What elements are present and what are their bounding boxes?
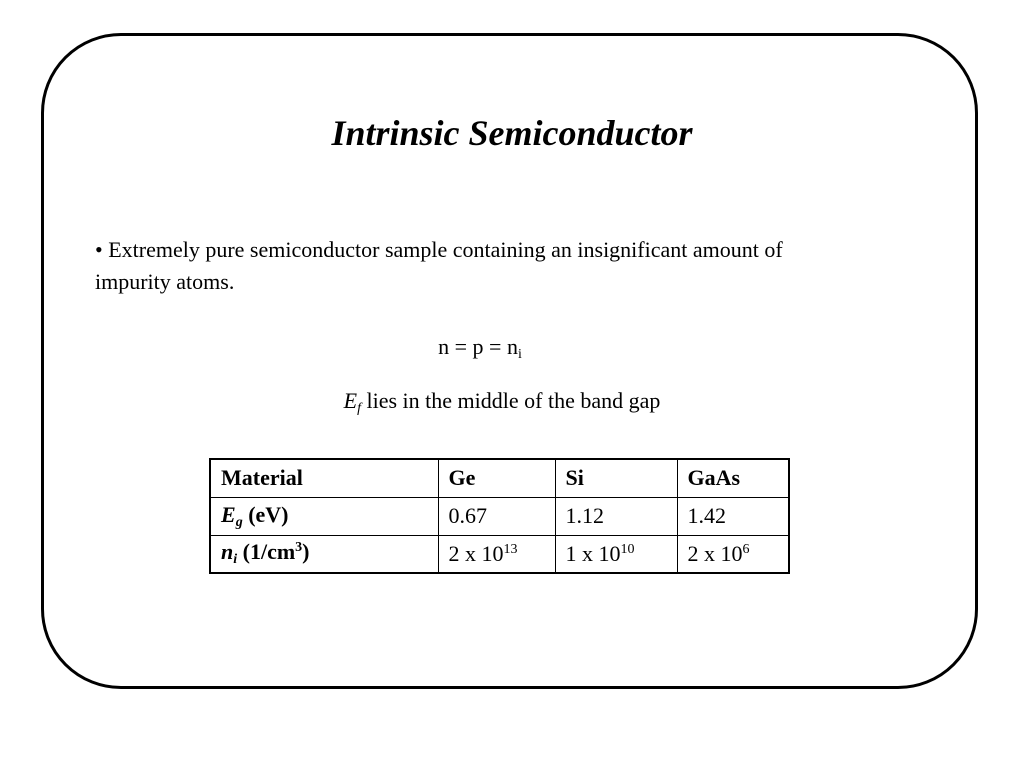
fermi-symbol: E — [343, 388, 358, 413]
cell-mantissa: 2 x 10 — [448, 540, 504, 566]
table-cell: 0.67 — [438, 497, 555, 535]
table-cell: 1.12 — [555, 497, 677, 535]
equation-main: n = p = n — [438, 334, 518, 359]
density-unit-sup: 3 — [295, 540, 303, 556]
header-ge: Ge — [438, 459, 555, 497]
bullet-marker: • — [95, 237, 103, 262]
header-gaas: GaAs — [677, 459, 789, 497]
table-row — [210, 535, 789, 573]
cell-exponent: 13 — [503, 541, 518, 557]
header-si: Si — [555, 459, 677, 497]
density-symbol: n — [221, 539, 234, 565]
slide-title: Intrinsic Semiconductor — [331, 113, 693, 153]
cell-mantissa: 1 x 10 — [565, 540, 621, 566]
equation-subscript: i — [517, 347, 522, 362]
table-cell — [677, 535, 789, 573]
fermi-text: lies in the middle of the band gap — [366, 388, 661, 413]
density-unit-post: ) — [302, 539, 310, 565]
band-gap-unit: (eV) — [248, 501, 289, 527]
cell-exponent: 10 — [620, 541, 635, 557]
bullet-text: Extremely pure semiconductor sample containing an insignificant amount of impurity atoms. — [95, 237, 783, 294]
properties-table — [209, 458, 790, 574]
band-gap-symbol: E — [221, 501, 236, 527]
cell-mantissa: 2 x 10 — [687, 540, 743, 566]
carrier-equation — [0, 334, 960, 363]
table-cell: 1.42 — [677, 497, 789, 535]
table-cell — [438, 535, 555, 573]
bullet-point — [95, 234, 835, 298]
table-header-row — [210, 459, 789, 497]
fermi-level-statement — [0, 388, 1004, 417]
table-row — [210, 497, 789, 535]
row-label-intrinsic-density — [210, 535, 438, 573]
header-material: Material — [210, 459, 438, 497]
cell-exponent: 6 — [742, 541, 750, 557]
density-unit-pre: (1/cm — [242, 539, 296, 565]
band-gap-subscript: g — [235, 514, 243, 530]
table-cell — [555, 535, 677, 573]
fermi-subscript: f — [357, 401, 361, 416]
row-label-band-gap — [210, 497, 438, 535]
density-subscript: i — [233, 552, 238, 568]
